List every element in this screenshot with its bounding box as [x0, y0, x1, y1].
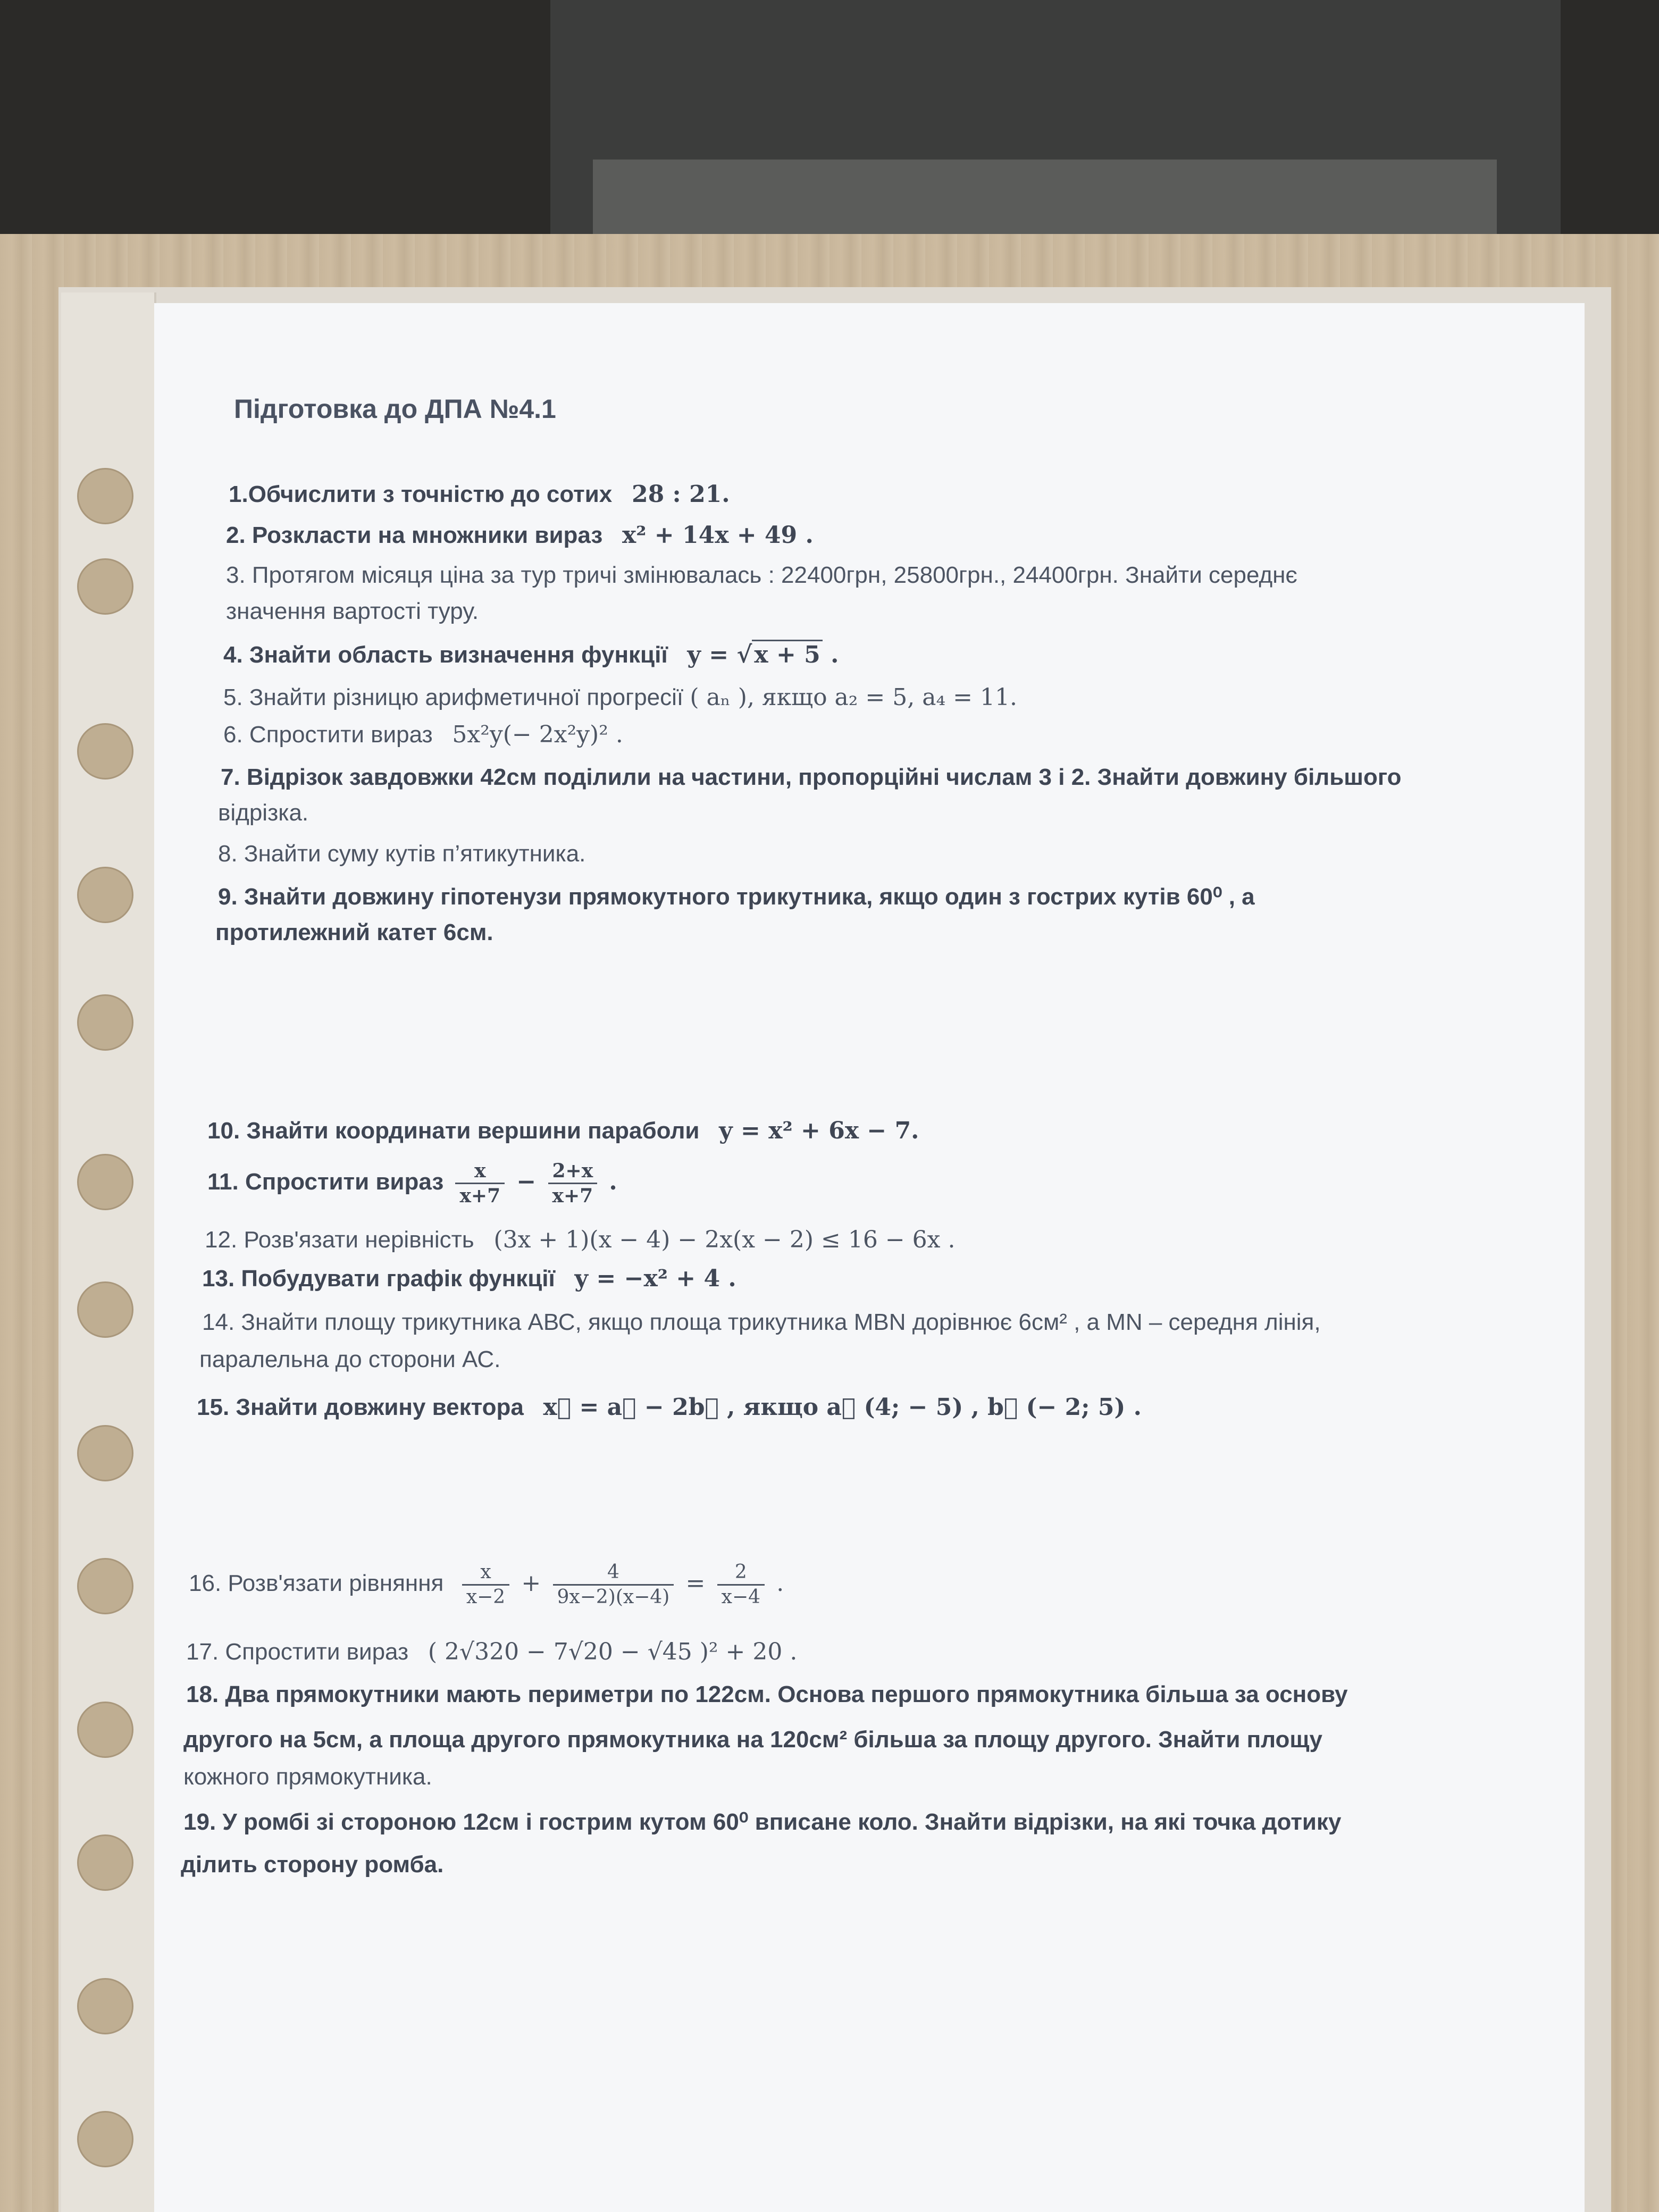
task-6 [223, 718, 623, 752]
task-16 [189, 1561, 784, 1609]
task-6-text: 6. Спростити вираз [223, 722, 433, 748]
task-12-math: (3x + 1)(x − 4) − 2x(x − 2) ≤ 16 − 6x . [493, 1226, 956, 1253]
punch-hole [77, 1425, 133, 1481]
task-5-math: ( aₙ ), якщо a₂ = 5, a₄ = 11. [690, 684, 1017, 711]
task-14-line-1: 14. Знайти площу трикутника АВС, якщо площа трикутника МВN дорівнює 6см² , а МN – середня лінія, [202, 1309, 1321, 1335]
punch-hole [77, 1702, 133, 1758]
task-12 [205, 1223, 955, 1257]
task-7-line-2: відрізка. [218, 800, 309, 826]
task-6-math: 5x²y(− 2x²y)² . [452, 721, 623, 748]
punch-hole [77, 1154, 133, 1210]
task-2-text: 2. Розкласти на множники вираз [226, 522, 603, 548]
task-13-text: 13. Побудувати графік функції [202, 1266, 555, 1292]
task-19-line-1: 19. У ромбі зі стороною 12см і гострим кутом 60⁰ вписане коло. Знайти відрізки, на які точка дотику [183, 1809, 1342, 1835]
task-15-text: 15. Знайти довжину вектора [197, 1394, 524, 1420]
task-16-text: 16. Розв'язати рівняння [189, 1570, 444, 1597]
punch-hole [77, 1558, 133, 1614]
task-5 [223, 681, 1017, 715]
task-18-line-2: другого на 5см, а площа другого прямокутника на 120см² більша за площу другого. Знайти площу [183, 1727, 1323, 1753]
punch-hole [77, 1834, 133, 1891]
task-8: 8. Знайти суму кутів п’ятикутника. [218, 841, 586, 867]
task-16-operator-plus: + [521, 1570, 541, 1597]
task-13 [202, 1262, 736, 1296]
task-2-math: x² + 14x + 49 . [622, 522, 814, 549]
task-4-text: 4. Знайти область визначення функції [223, 642, 668, 668]
punch-hole [77, 1281, 133, 1338]
task-15-math: x⃗ = a⃗ − 2b⃗ , якщо a⃗ (4; − 5) , b⃗ (− 2; 5) . [543, 1394, 1142, 1421]
task-1-math: 28 : 21. [631, 481, 730, 508]
punch-hole [77, 867, 133, 923]
task-9-line-2: протилежний катет 6см. [215, 919, 493, 945]
task-7-line-1: 7. Відрізок завдовжки 42см поділили на частини, пропорційні числам 3 і 2. Знайти довжину більшого [221, 764, 1402, 790]
task-3-line-1: 3. Протягом місяця ціна за тур тричі змінювалась : 22400грн, 25800грн., 24400грн. Знайти середнє [226, 562, 1297, 588]
task-15 [197, 1390, 1142, 1425]
task-4-radicand: x + 5 [752, 640, 822, 668]
task-10-math: y = x² + 6x − 7. [719, 1117, 919, 1144]
punch-hole [77, 1978, 133, 2034]
task-18-line-3: кожного прямокутника. [183, 1764, 432, 1790]
task-11-end: . [609, 1168, 617, 1196]
punch-hole [77, 468, 133, 524]
task-16-fraction-3: $\frac{2}{x-4}$ [717, 1561, 765, 1609]
task-17-text: 17. Спростити вираз [186, 1639, 409, 1665]
task-17-math: ( 2√320 − 7√20 − √45 )² + 20 . [428, 1638, 798, 1665]
task-4-math-pre: y = √ [687, 641, 752, 668]
punch-hole [77, 723, 133, 780]
task-9-line-1: 9. Знайти довжину гіпотенузи прямокутного трикутника, якщо один з гострих кутів 60⁰ , а [218, 884, 1255, 910]
task-13-math: y = −x² + 4 . [574, 1265, 736, 1292]
task-11-operator: − [516, 1168, 537, 1196]
task-11 [207, 1159, 617, 1208]
task-3-line-2: значення вартості туру. [226, 598, 479, 624]
task-16-end: . [776, 1570, 784, 1597]
task-11-fraction-1: $\frac{x}{x+7}$ [455, 1159, 505, 1208]
task-12-text: 12. Розв'язати нерівність [205, 1227, 474, 1253]
punch-hole [77, 994, 133, 1051]
task-18-line-1: 18. Два прямокутники мають периметри по 122см. Основа першого прямокутника більша за основу [186, 1681, 1348, 1707]
task-10 [207, 1114, 919, 1148]
task-11-fraction-2: $\frac{2+x}{x+7}$ [548, 1159, 598, 1208]
task-2 [226, 518, 814, 552]
task-16-fraction-2: $\frac{4}{9x-2)(x-4)}$ [553, 1561, 674, 1609]
task-16-fraction-1: $\frac{x}{x-2}$ [462, 1561, 509, 1609]
task-10-text: 10. Знайти координати вершини параболи [207, 1118, 700, 1144]
task-4-math-post: . [822, 641, 839, 668]
task-5-text: 5. Знайти різницю арифметичної прогресії [223, 684, 684, 710]
task-1-text: 1.Обчислити з точністю до сотих [229, 481, 613, 507]
punch-hole [77, 2111, 133, 2167]
punch-hole [77, 558, 133, 615]
task-19-line-2: ділить сторону ромба. [181, 1851, 444, 1878]
page-title: Підготовка до ДПА №4.1 [234, 394, 556, 424]
task-14-line-2: паралельна до сторони АС. [199, 1346, 501, 1372]
task-11-text: 11. Спростити вираз [207, 1169, 444, 1195]
task-16-operator-equals: = [685, 1570, 706, 1597]
task-1 [229, 477, 730, 512]
task-4 [223, 638, 839, 672]
binder-strip [61, 292, 156, 2212]
task-17 [186, 1635, 797, 1669]
